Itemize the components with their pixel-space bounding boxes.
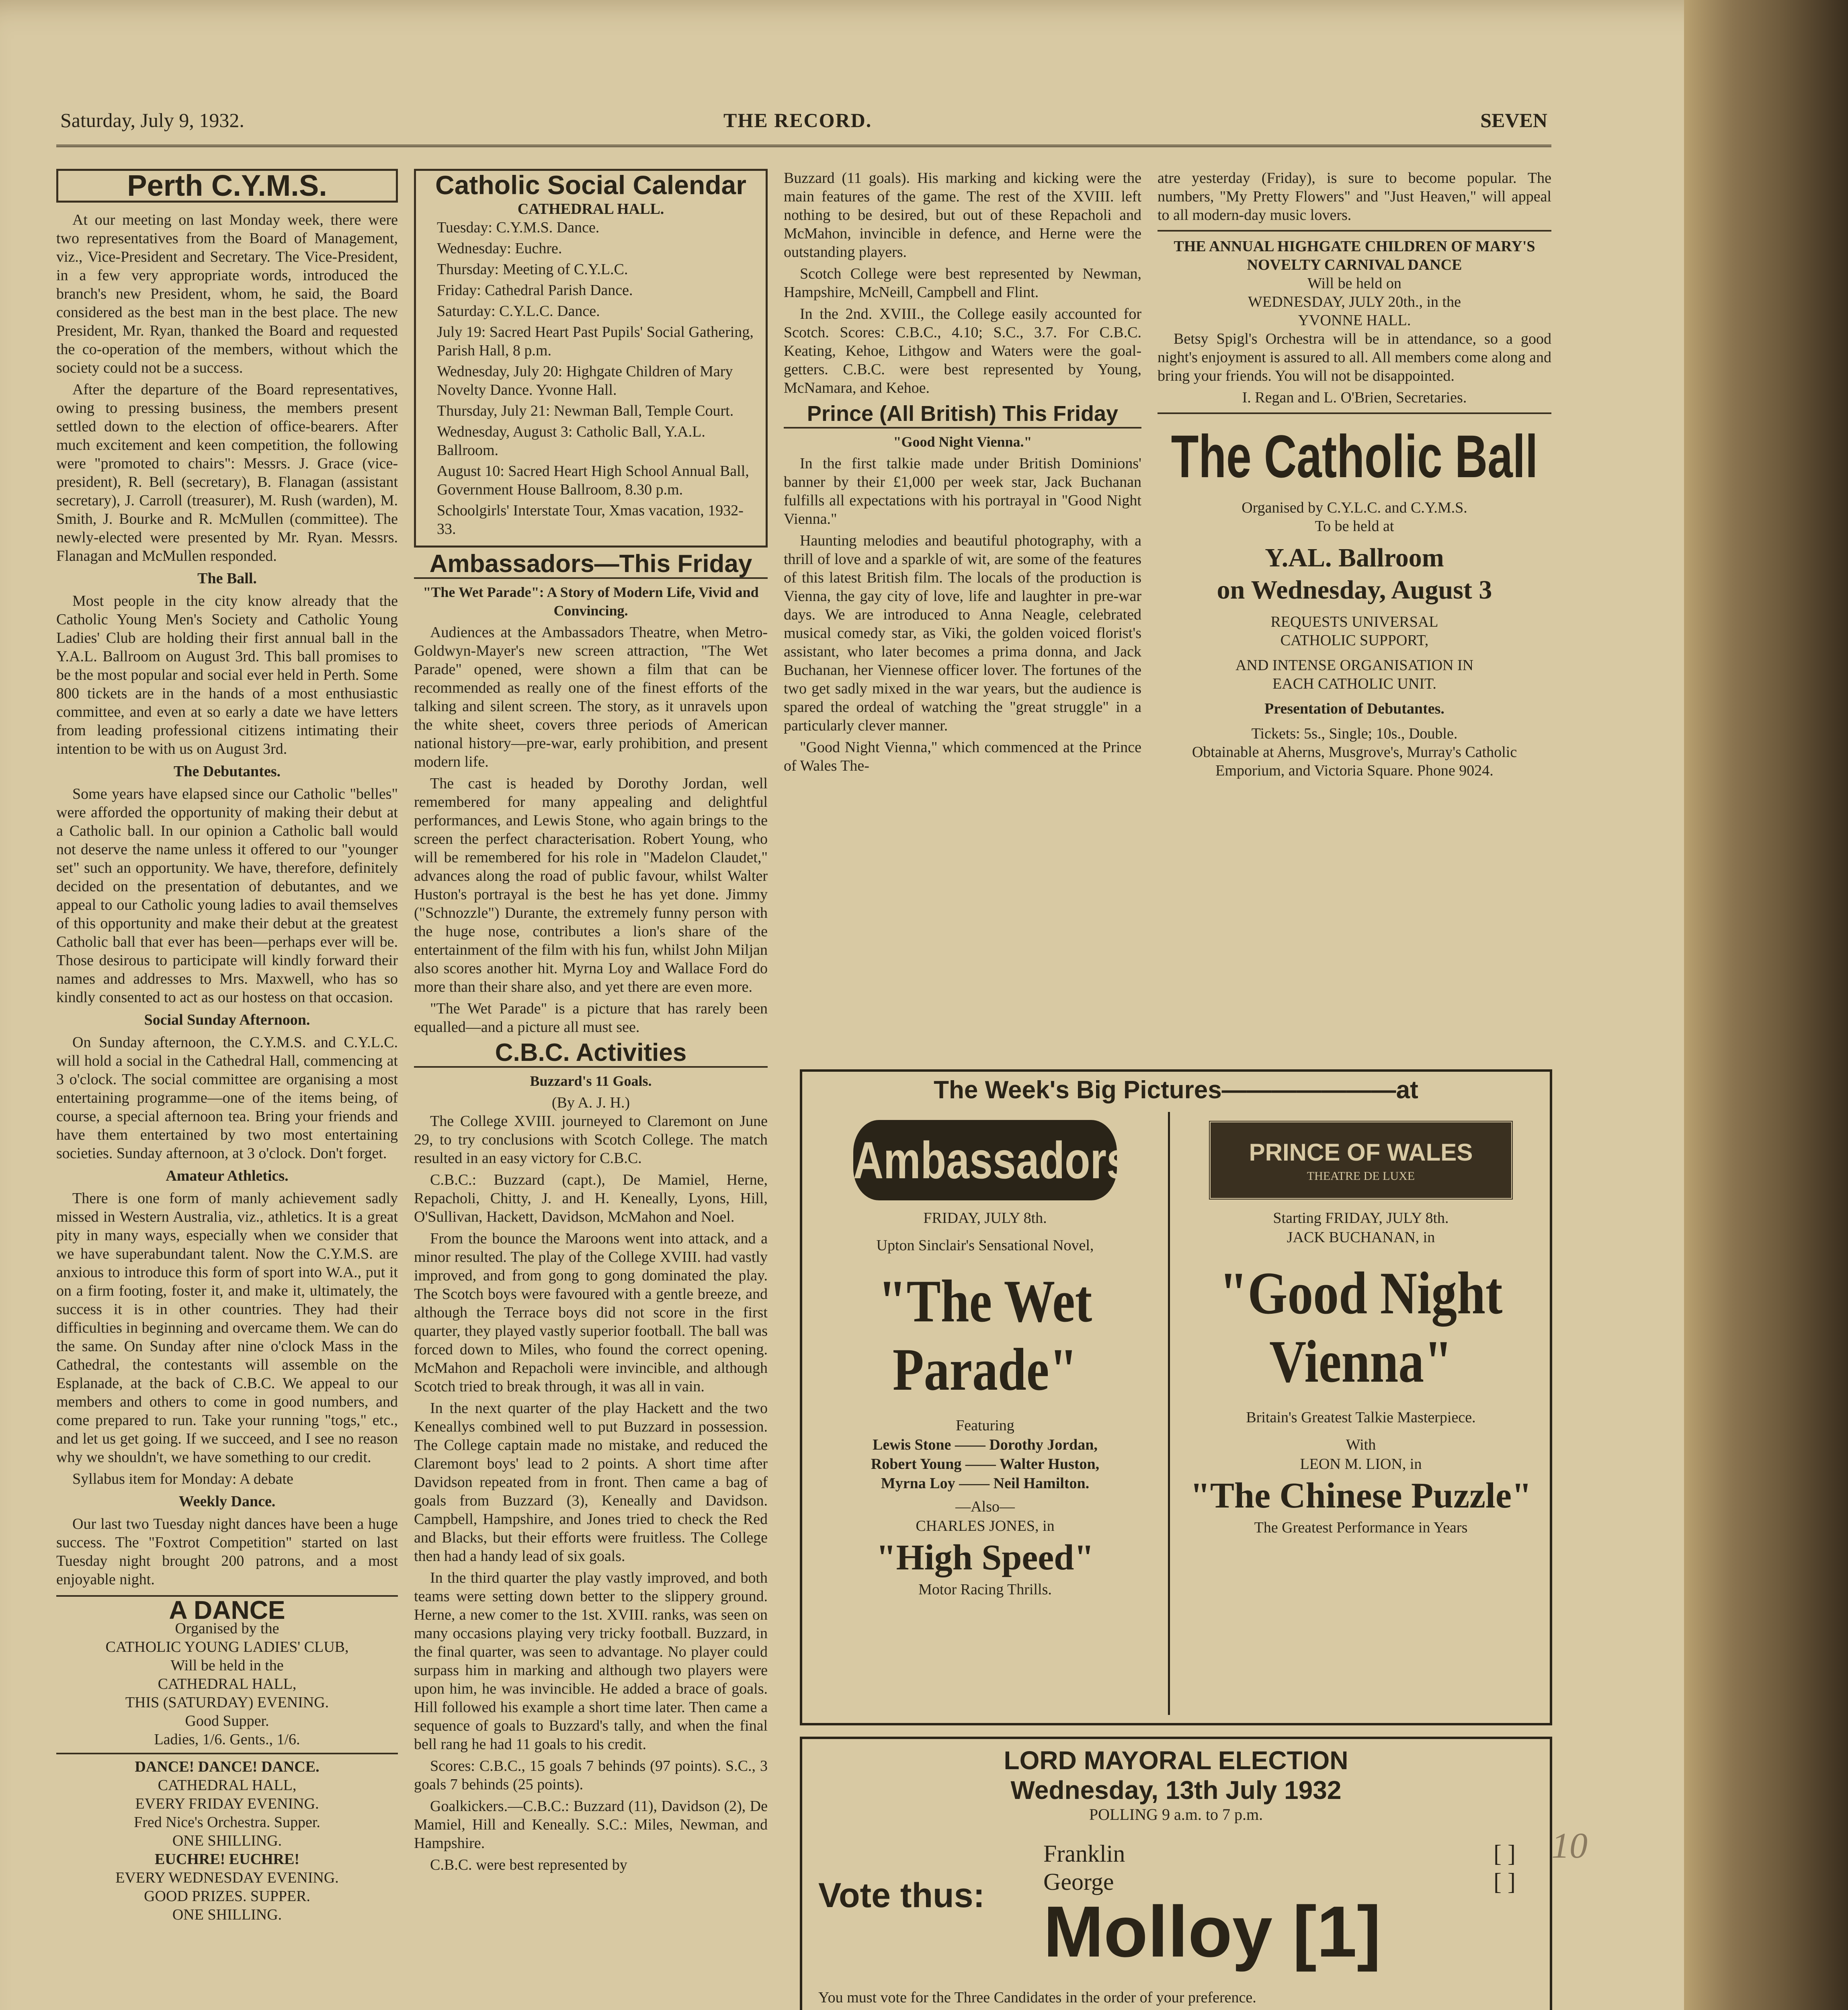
molloy-name: Molloy [1]: [1043, 1891, 1381, 1972]
ambassadors-subheading: "The Wet Parade": A Story of Modern Life, Vivid and Convincing.: [423, 584, 759, 619]
britains-greatest: Britain's Greatest Talkie Masterpiece.: [1246, 1409, 1476, 1426]
calendar-item: Tuesday: C.Y.M.S. Dance.: [437, 219, 600, 236]
dance-ad-line-6: Good Supper.: [185, 1713, 269, 1729]
big-pictures-ad: [800, 1069, 1552, 1725]
calendar-subtitle: CATHEDRAL HALL.: [517, 201, 664, 217]
ambassadors-ad: [810, 1112, 1160, 1715]
dance-ad-title: A DANCE: [169, 1596, 285, 1624]
ambassadors-p3: "The Wet Parade" is a picture that has rarely been equalled—and a picture all must see.: [414, 1000, 768, 1036]
dance2-line-5: ONE SHILLING.: [172, 1832, 282, 1849]
athletics-text: There is one form of manly achievement sadly missed in Western Australia, viz., athletics. It is a great pity in many ways, especially when we consider that we have superabundant talent. Now the C.Y.M.S. are anxious to introduce this form of sport into W.A., put it on a firm footing, foster it, and make it, ultimately, the success it is in other countries. They had their difficulties in beginning and overcame them. We can do the same. On Sunday after nine o'clock Mass in the Cathedral, the contestants will assemble on the Esplanade, at the back of C.B.C. We appeal to our members and others to come in good numbers, and come prepared to run. Take your running "togs," etc., and let us get going. If we succeed, and I see no reason why we shouldn't, we have something to our credit.: [56, 1190, 398, 1466]
ballot-box: [ ]: [1494, 1840, 1516, 1867]
good-night-vienna-title: "Good Night Vienna": [1219, 1260, 1503, 1395]
calendar-item: Wednesday, August 3: Catholic Ball, Y.A.L. Ballroom.: [437, 423, 705, 459]
featuring: Featuring: [956, 1417, 1014, 1434]
cbc-p4: In the next quarter of the play Hackett and the two Keneallys combined well to put Buzzard in possession. The College captain made no mistake, and reduced the Claremont boys' lead to 2 points. A short time after Davidson repeated from in front. Then came a bag of goals from Buzzard (3), Keneally and Davidson. Campbell, Hampshire, and Jones tried to check the Red and Blacks, but their efforts were fruitless. The College then had a handy lead of six goals.: [414, 1400, 768, 1565]
polling-hours: POLLING 9 a.m. to 7 p.m.: [1089, 1805, 1263, 1823]
column-3: [784, 169, 1141, 1069]
column-1: [56, 169, 398, 2010]
ballot-box: [ ]: [1494, 1868, 1516, 1895]
page-header: [60, 109, 1547, 141]
issue-date: Saturday, July 9, 1932.: [60, 109, 244, 131]
debutantes-text: Some years have elapsed since our Catholic "belles" were afforded the opportunity of making their debut at a Catholic ball. In our opinion a Catholic ball would not deserve the name unless it offered to our "younger set" such an opportunity. We have, therefore, definitely decided on the presentation of debutantes, and we appeal to our Catholic young ladies to avail themselves of this opportunity and make their debut at the greatest Catholic ball that ever has been—perhaps ever will be. Those desirous to participate will kindly forward their names and addresses to Mrs. Maxwell, who has so kindly consented to act as our hostess on that occasion.: [56, 786, 398, 1006]
highgate-line-3: YVONNE HALL.: [1298, 312, 1411, 329]
catholic-ball-req-4: EACH CATHOLIC UNIT.: [1272, 675, 1436, 692]
highgate-line-2: WEDNESDAY, JULY 20th., in the: [1248, 293, 1461, 310]
cbc-p3: From the bounce the Maroons went into attack, and a minor resulted. The play of the College XVIII. had vastly improved, and from gong to gong dominated the play. The Scotch boys were favoured with a gentle breeze, and although the Terrace boys did not score in the first quarter, they played vastly superior football. The ball was forced down to Miles, who found the correct opening. McMahon and Repacholi were invincible, and although Scotch tried to break through, it was all in vain.: [414, 1230, 768, 1395]
weekly-dance-text: Our last two Tuesday night dances have been a huge success. The "Foxtrot Competition" started on last Tuesday night brought 200 patrons, and a most enjoyable night.: [56, 1516, 398, 1588]
dance-ad: [56, 1595, 398, 1749]
page-number: SEVEN: [1480, 109, 1547, 131]
social-calendar: [414, 169, 768, 548]
dance2-line-8: GOOD PRIZES. SUPPER.: [144, 1888, 310, 1905]
prince-p1: In the first talkie made under British Dominions' banner by their £1,000 per week star, Jack Buchanan fulfills all expectations with his portrayal in "Good Night Vienna.": [784, 455, 1141, 527]
dance2-line-1: DANCE! DANCE! DANCE.: [135, 1758, 320, 1775]
ambassadors-heading: Ambassadors—This Friday: [414, 555, 768, 579]
catholic-ball-date: on Wednesday, August 3: [1217, 575, 1492, 605]
charles-jones: CHARLES JONES, in: [916, 1518, 1055, 1534]
calendar-item: Thursday: Meeting of C.Y.L.C.: [437, 261, 628, 278]
wet-parade-title: "The Wet Parade": [878, 1268, 1092, 1403]
highgate-line-1: Will be held on: [1307, 275, 1401, 292]
catholic-ball-debutantes: Presentation of Debutantes.: [1264, 700, 1444, 717]
ambassadors-date: FRIDAY, JULY 8th.: [923, 1210, 1047, 1227]
catholic-ball-obtain: Obtainable at Aherns, Musgrove's, Murray's Catholic Emporium, and Victoria Square. Phone 9024.: [1192, 744, 1517, 779]
dance2-line-3: EVERY FRIDAY EVENING.: [135, 1795, 319, 1812]
calendar-item: Wednesday: Euchre.: [437, 240, 562, 257]
column-2: [414, 169, 768, 2010]
cbc-p2: C.B.C.: Buzzard (capt.), De Mamiel, Herne, Repacholi, Chitty, J. and H. Keneally, Lyons, Hill, O'Sullivan, Hackett, Davidson, McMahon and Noel.: [414, 1171, 768, 1225]
cbc-subheading: Buzzard's 11 Goals.: [530, 1073, 652, 1089]
cbc-byline: (By A. J. H.): [551, 1094, 630, 1111]
calendar-title: Catholic Social Calendar: [435, 170, 746, 200]
catholic-ball-held: To be held at: [1315, 518, 1394, 535]
cyms-intro: At our meeting on last Monday week, there were two representatives from the Board of Management, viz., Vice-President and Secretary. The Vice-President, in a few very appropriate words, introduced the branch's new President, whom, he said, the Board considered as the best man in the best place. The new President, Mr. Ryan, thanked the Board and requested the co-operation of the members, without which the society could not be a success.: [56, 211, 398, 376]
cbc-cont-p2: Scotch College were best represented by Newman, Hampshire, McNeill, Campbell and Flint.: [784, 265, 1141, 301]
dance-ad-line-3: Will be held in the: [170, 1657, 284, 1674]
cbc-scores: Scores: C.B.C., 15 goals 7 behinds (97 points). S.C., 3 goals 7 behinds (25 points).: [414, 1758, 768, 1793]
social-text: On Sunday afternoon, the C.Y.M.S. and C.Y.L.C. will hold a social in the Cathedral Hall, commencing at 3 o'clock. The social committee are organising a most entertaining programme—one of the items being, of course, a special afternoon tea. Bring your friends and have them entertained by two most entertaining societies. Sunday afternoon, at 3 o'clock. Don't forget.: [56, 1034, 398, 1162]
prince-subheading: "Good Night Vienna.": [893, 434, 1032, 450]
dance2-line-4: Fred Nice's Orchestra. Supper.: [134, 1814, 320, 1831]
prince-heading: Prince (All British) This Friday: [784, 404, 1141, 429]
dance-ad-line-1: Organised by the: [175, 1620, 279, 1637]
dance2-line-7: EVERY WEDNESDAY EVENING.: [115, 1869, 339, 1886]
calendar-item: Wednesday, July 20: Highgate Children of Mary Novelty Dance. Yvonne Hall.: [437, 363, 733, 398]
vote-thus: Vote thus:: [818, 1876, 985, 1915]
syllabus-text: Syllabus item for Monday: A debate: [72, 1471, 293, 1487]
cbc-heading: C.B.C. Activities: [414, 1044, 768, 1068]
cbc-p1: The College XVIII. journeyed to Claremont on June 29, to try conclusions with Scotch College. The match resulted in an easy victory for C.B.C.: [414, 1113, 768, 1167]
debutantes-heading: The Debutantes.: [173, 763, 281, 780]
calendar-item: Saturday: C.Y.L.C. Dance.: [437, 303, 600, 320]
prince-logo: [1208, 1120, 1514, 1200]
ambassadors-logo: Ambassadors: [853, 1120, 1117, 1200]
dance-euchre-ad: [56, 1753, 398, 1924]
highgate-ad: [1158, 230, 1551, 407]
ambassadors-p2: The cast is headed by Dorothy Jordan, well remembered for many appealing and delightful performances, and Lewis Stone, who again brings to the screen the perfect characterisation. Robert Young, who will be remembered for his role in "Madelon Claudet," advances along the road of public favour, whilst Walter Huston's portrayal is the best he has yet done. Jimmy ("Schnozzle") Durante, the extremely funny person with the huge nose, contributes a lion's share of the entertainment of the film with his fun, whilst John Miljan also scores another hit. Myrna Loy and Wallace Ford do more than their share also, and yet there are even more.: [414, 775, 768, 995]
dance2-line-2: CATHEDRAL HALL,: [158, 1777, 297, 1794]
highgate-title: THE ANNUAL HIGHGATE CHILDREN OF MARY'S NOVELTY CARNIVAL DANCE: [1174, 238, 1535, 273]
prince-date: Starting FRIDAY, JULY 8th.: [1273, 1210, 1449, 1227]
dance2-line-6: EUCHRE! EUCHRE!: [155, 1851, 299, 1868]
catholic-ball-req-3: AND INTENSE ORGANISATION IN: [1235, 657, 1474, 674]
cyms-title: Perth C.Y.M.S.: [56, 169, 398, 203]
social-heading: Social Sunday Afternoon.: [144, 1011, 310, 1028]
cast-line-1: Lewis Stone —— Dorothy Jordan,: [873, 1436, 1098, 1453]
dance-ad-line-2: CATHOLIC YOUNG LADIES' CLUB,: [105, 1639, 349, 1655]
catholic-ball-venue: Y.AL. Ballroom: [1265, 543, 1444, 572]
highgate-secretaries: I. Regan and L. O'Brien, Secretaries.: [1242, 389, 1467, 406]
cbc-p5: In the third quarter the play vastly improved, and both teams were setting down better to the slippery ground. Herne, a new comer to the 1st. XVIII. ranks, was seen on many occasions playing very tricky football. Buzzard, in the final quarter, was seen to advantage. No player could surpass him in marking and although two players were upon him, he was invincible. He added a brace of goals. Hill followed his example a short time later. Then came a sequence of goals to Buzzard's tally, and when the final bell rang he had 11 goals to his credit.: [414, 1569, 768, 1753]
prince-cont: atre yesterday (Friday), is sure to become popular. The numbers, "My Pretty Flowers" and "Just Heaven," will appeal to all modern-day music lovers.: [1158, 170, 1551, 224]
greatest-performance: The Greatest Performance in Years: [1254, 1519, 1468, 1536]
chinese-puzzle-title: "The Chinese Puzzle": [1190, 1476, 1532, 1516]
cast-line-3: Myrna Loy —— Neil Hamilton.: [881, 1475, 1090, 1492]
candidate-franklin: Franklin: [1043, 1840, 1125, 1867]
cbc-goalkickers: Goalkickers.—C.B.C.: Buzzard (11), Davidson (2), De Mamiel, Hill and Keneally. S.C.: Miles, Newman, and Hampshire.: [414, 1798, 768, 1852]
header-rule: [56, 145, 1551, 147]
election-ad: [800, 1737, 1552, 2010]
cbc-last-line: C.B.C. were best represented by: [430, 1856, 627, 1873]
cbc-cont-p3: In the 2nd. XVIII., the College easily accounted for Scotch. Scores: C.B.C., 4.10; S.C., 3.7. For C.B.C. Keating, Kehoe, Lithgow and Waters were the goal-getters. C.B.C. were best represented by Young, McNamara, and Kehoe.: [784, 306, 1141, 396]
catholic-ball-req-2: CATHOLIC SUPPORT,: [1280, 632, 1429, 649]
prince-logo-text: PRINCE OF WALES: [1249, 1139, 1473, 1166]
also-label: —Also—: [955, 1498, 1015, 1515]
leon-lion: LEON M. LION, in: [1300, 1456, 1422, 1473]
prince-logo-sub: THEATRE DE LUXE: [1307, 1169, 1415, 1183]
calendar-item: Schoolgirls' Interstate Tour, Xmas vacation, 1932-33.: [437, 502, 744, 537]
paper-name: THE RECORD.: [723, 109, 872, 131]
margin-annotation: 10: [1551, 1826, 1588, 1866]
candidate-george: George: [1043, 1868, 1114, 1895]
dance-ad-line-4: CATHEDRAL HALL,: [158, 1676, 297, 1692]
ambassadors-p1: Audiences at the Ambassadors Theatre, when Metro-Goldwyn-Mayer's new screen attraction, "The Wet Parade" opened, were shown a film that can be recommended as really one of the finest efforts of the talking and silent screen. The story, as it unravels upon the white sheet, covers three periods of American national history—pre-war, early prohibition, and present modern life.: [414, 624, 768, 770]
election-title: LORD MAYORAL ELECTION: [1004, 1746, 1348, 1775]
athletics-heading: Amateur Athletics.: [166, 1167, 289, 1184]
motor-racing: Motor Racing Thrills.: [918, 1581, 1052, 1598]
dance2-line-9: ONE SHILLING.: [172, 1906, 282, 1923]
catholic-ball-title: The Catholic Ball: [1171, 423, 1538, 490]
highgate-text: Betsy Spigl's Orchestra will be in attendance, so a good night's enjoyment is assured to all. All members come along and bring your friends. You will not be disappointed.: [1158, 330, 1551, 384]
calendar-item: August 10: Sacred Heart High School Annual Ball, Government House Ballroom, 8.30 p.m.: [437, 463, 749, 498]
cbc-cont-p1: Buzzard (11 goals). His marking and kicking were the main features of the game. The rest of the XVIII. left nothing to be desired, but out of these Repacholi and McMahon, invincible in defence, and Herne were the outstanding players.: [784, 170, 1141, 260]
high-speed-title: "High Speed": [876, 1538, 1094, 1577]
calendar-item: Thursday, July 21: Newman Ball, Temple Court.: [437, 402, 734, 419]
jack-buchanan: JACK BUCHANAN, in: [1287, 1229, 1435, 1246]
catholic-ball-ad: [1158, 412, 1551, 780]
book-spine: [1684, 0, 1848, 2010]
dance-ad-line-7: Ladies, 1/6. Gents., 1/6.: [154, 1731, 300, 1748]
weekly-dance-heading: Weekly Dance.: [178, 1493, 276, 1510]
cyms-election: After the departure of the Board representatives, owing to pressing business, the members present settled down to the election of office-bearers. After much excitement and keen competition, the following were "promoted to chairs": Messrs. J. Grace (vice-president), R. Bell (secretary), B. Flanagan (assistant secretary), J. Carroll (treasurer), M. Rush (warden), M. Smith, J. Bourke and R. McMullen (committee). The newly-elected were presented by Mr. Ryan. Messrs. Flanagan and McMullen responded.: [56, 381, 398, 564]
with-label: With: [1346, 1436, 1376, 1453]
vote-instruction: You must vote for the Three Candidates in the order of your preference.: [818, 1989, 1256, 2006]
big-pictures-title: The Week's Big Pictures———————at: [934, 1076, 1418, 1104]
prince-p2: Haunting melodies and beautiful photography, with a thrill of love and a sparkle of wit, are some of the features of this latest British film. The locals of the production is Vienna, the gay city of love, life and laughter in pre-war days. We are introduced to Anna Neagle, celebrated musical comedy star, as Viki, the golden voiced florist's assistant, who later becomes a prima donna, and Jack Buchanan, her Viennese officer lover. The fortunes of the two get sadly mixed in the war years, but the audience is spared the ordeal of watching the "great struggle" in a particularly clever manner.: [784, 532, 1141, 734]
catholic-ball-org: Organised by C.Y.L.C. and C.Y.M.S.: [1242, 499, 1467, 516]
ad-divider: [1168, 1112, 1170, 1715]
catholic-ball-req-1: REQUESTS UNIVERSAL: [1270, 613, 1438, 630]
cast-line-2: Robert Young —— Walter Huston,: [871, 1456, 1100, 1473]
election-date: Wednesday, 13th July 1932: [1010, 1776, 1342, 1805]
prince-p3: "Good Night Vienna," which commenced at the Prince of Wales The-: [784, 739, 1141, 774]
dance-ad-line-5: THIS (SATURDAY) EVENING.: [125, 1694, 329, 1711]
column-4: [1158, 169, 1551, 1069]
prince-of-wales-ad: [1180, 1112, 1542, 1715]
ball-text: Most people in the city know already that the Catholic Young Men's Society and Catholic Young Ladies' Club are holding their first annual ball in the Y.A.L. Ballroom on August 3rd. This ball promises to be the most popular and social ever held in Perth. Some 800 tickets are in the hands of a most enthusiastic committee, and even at so early a date we have letters from leading professional citizens intimating their intention to be with us on August 3rd.: [56, 593, 398, 757]
calendar-item: July 19: Sacred Heart Past Pupils' Social Gathering, Parish Hall, 8 p.m.: [437, 324, 754, 359]
ball-heading: The Ball.: [197, 570, 257, 587]
catholic-ball-tickets: Tickets: 5s., Single; 10s., Double.: [1251, 725, 1458, 742]
calendar-item: Friday: Cathedral Parish Dance.: [437, 282, 633, 299]
ambassadors-novel: Upton Sinclair's Sensational Novel,: [876, 1237, 1094, 1254]
